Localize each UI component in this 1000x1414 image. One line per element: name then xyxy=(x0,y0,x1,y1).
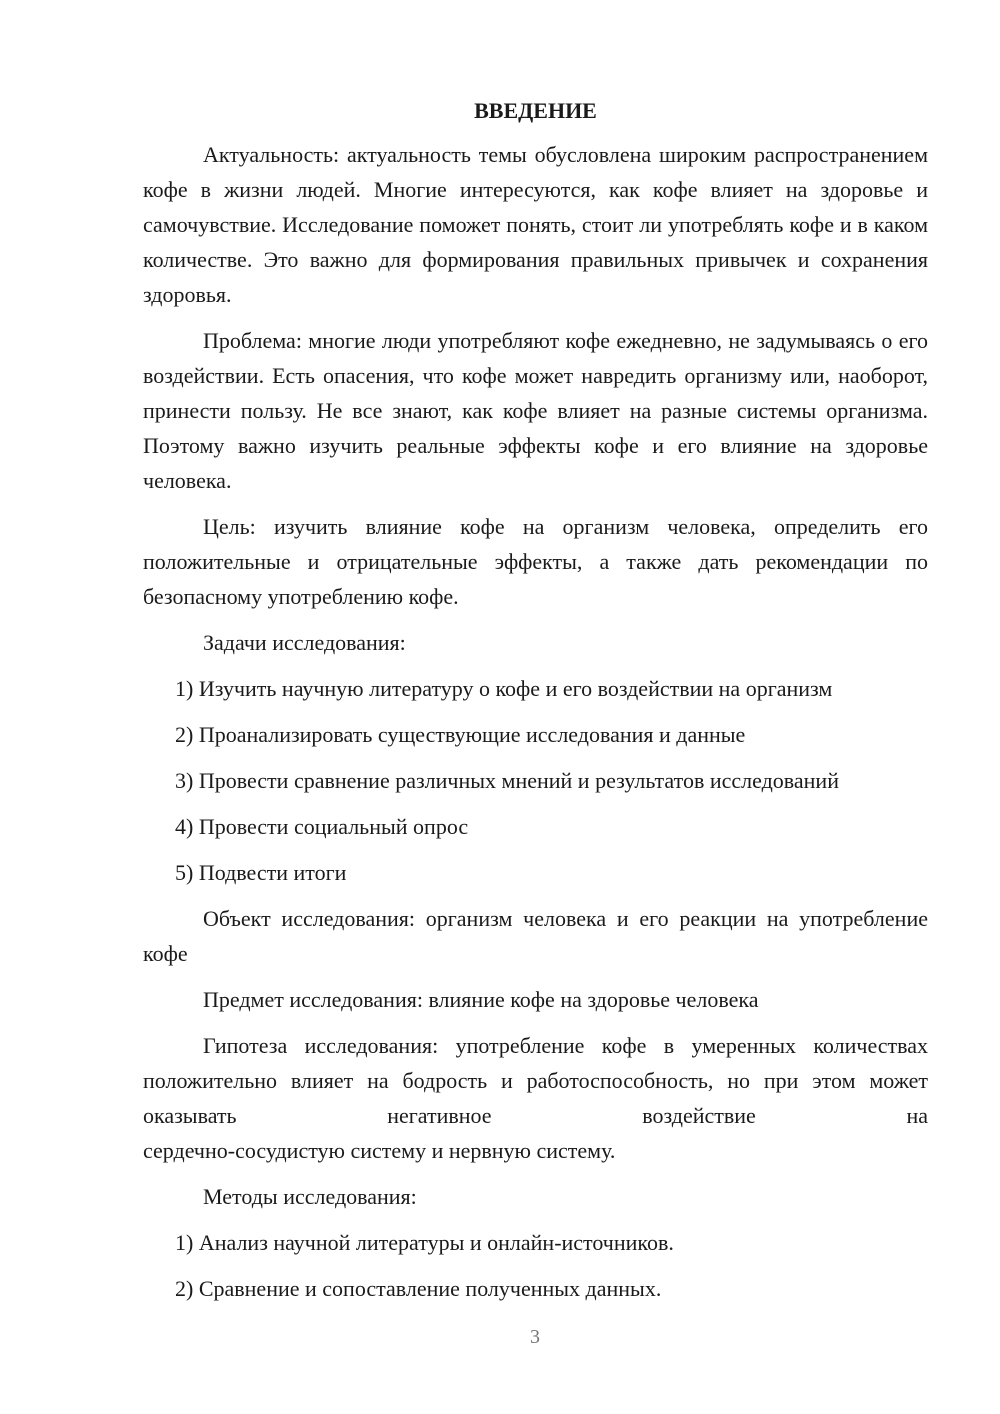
task-item-2: 2) Проанализировать существующие исследования и данные xyxy=(175,722,746,747)
problem-paragraph: Проблема: многие люди употребляют кофе ежедневно, не задумываясь о его воздействии. Есть опасения, что кофе может навредить организму или, наоборот, принести пользу. Не все знают, как кофе влияет на разные системы организма. Поэтому важно изучить реальные эффекты кофе и его влияние на здоровье человека. xyxy=(143,328,928,493)
relevance-paragraph: Актуальность: актуальность темы обусловлена широким распространением кофе в жизни людей. Многие интересуются, как кофе влияет на здоровье и самочувствие. Исследование поможет понять, стоит ли употреблять кофе и в каком количестве. Это важно для формирования правильных привычек и сохранения здоровья. xyxy=(143,142,928,307)
page-number: 3 xyxy=(530,1326,540,1348)
task-item-4: 4) Провести социальный опрос xyxy=(175,814,469,839)
method-item-1: 1) Анализ научной литературы и онлайн-источников. xyxy=(175,1230,674,1255)
hypothesis-paragraph xyxy=(143,1028,928,1168)
tasks-heading: Задачи исследования: xyxy=(203,630,406,655)
page-content xyxy=(143,95,928,1317)
subject-line: Предмет исследования: влияние кофе на здоровье человека xyxy=(203,987,759,1012)
hypothesis-text-main: Гипотеза исследования: употребление кофе в умеренных количествах положительно влияет на бодрость и работоспособность, но при этом может оказывать негативное воздействие на xyxy=(143,1033,928,1128)
object-paragraph: Объект исследования: организм человека и его реакции на употребление кофе xyxy=(143,906,928,966)
hypothesis-text-end: сердечно-сосудистую систему и нервную систему. xyxy=(143,1138,616,1163)
goal-paragraph: Цель: изучить влияние кофе на организм человека, определить его положительные и отрицательные эффекты, а также дать рекомендации по безопасному употреблению кофе. xyxy=(143,514,928,609)
methods-heading: Методы исследования: xyxy=(203,1184,417,1209)
task-item-3: 3) Провести сравнение различных мнений и результатов исследований xyxy=(175,768,839,793)
task-item-1: 1) Изучить научную литературу о кофе и его воздействии на организм xyxy=(175,676,833,701)
task-item-5: 5) Подвести итоги xyxy=(175,860,347,885)
method-item-2: 2) Сравнение и сопоставление полученных данных. xyxy=(175,1276,662,1301)
section-title: ВВЕДЕНИЕ xyxy=(474,98,597,123)
